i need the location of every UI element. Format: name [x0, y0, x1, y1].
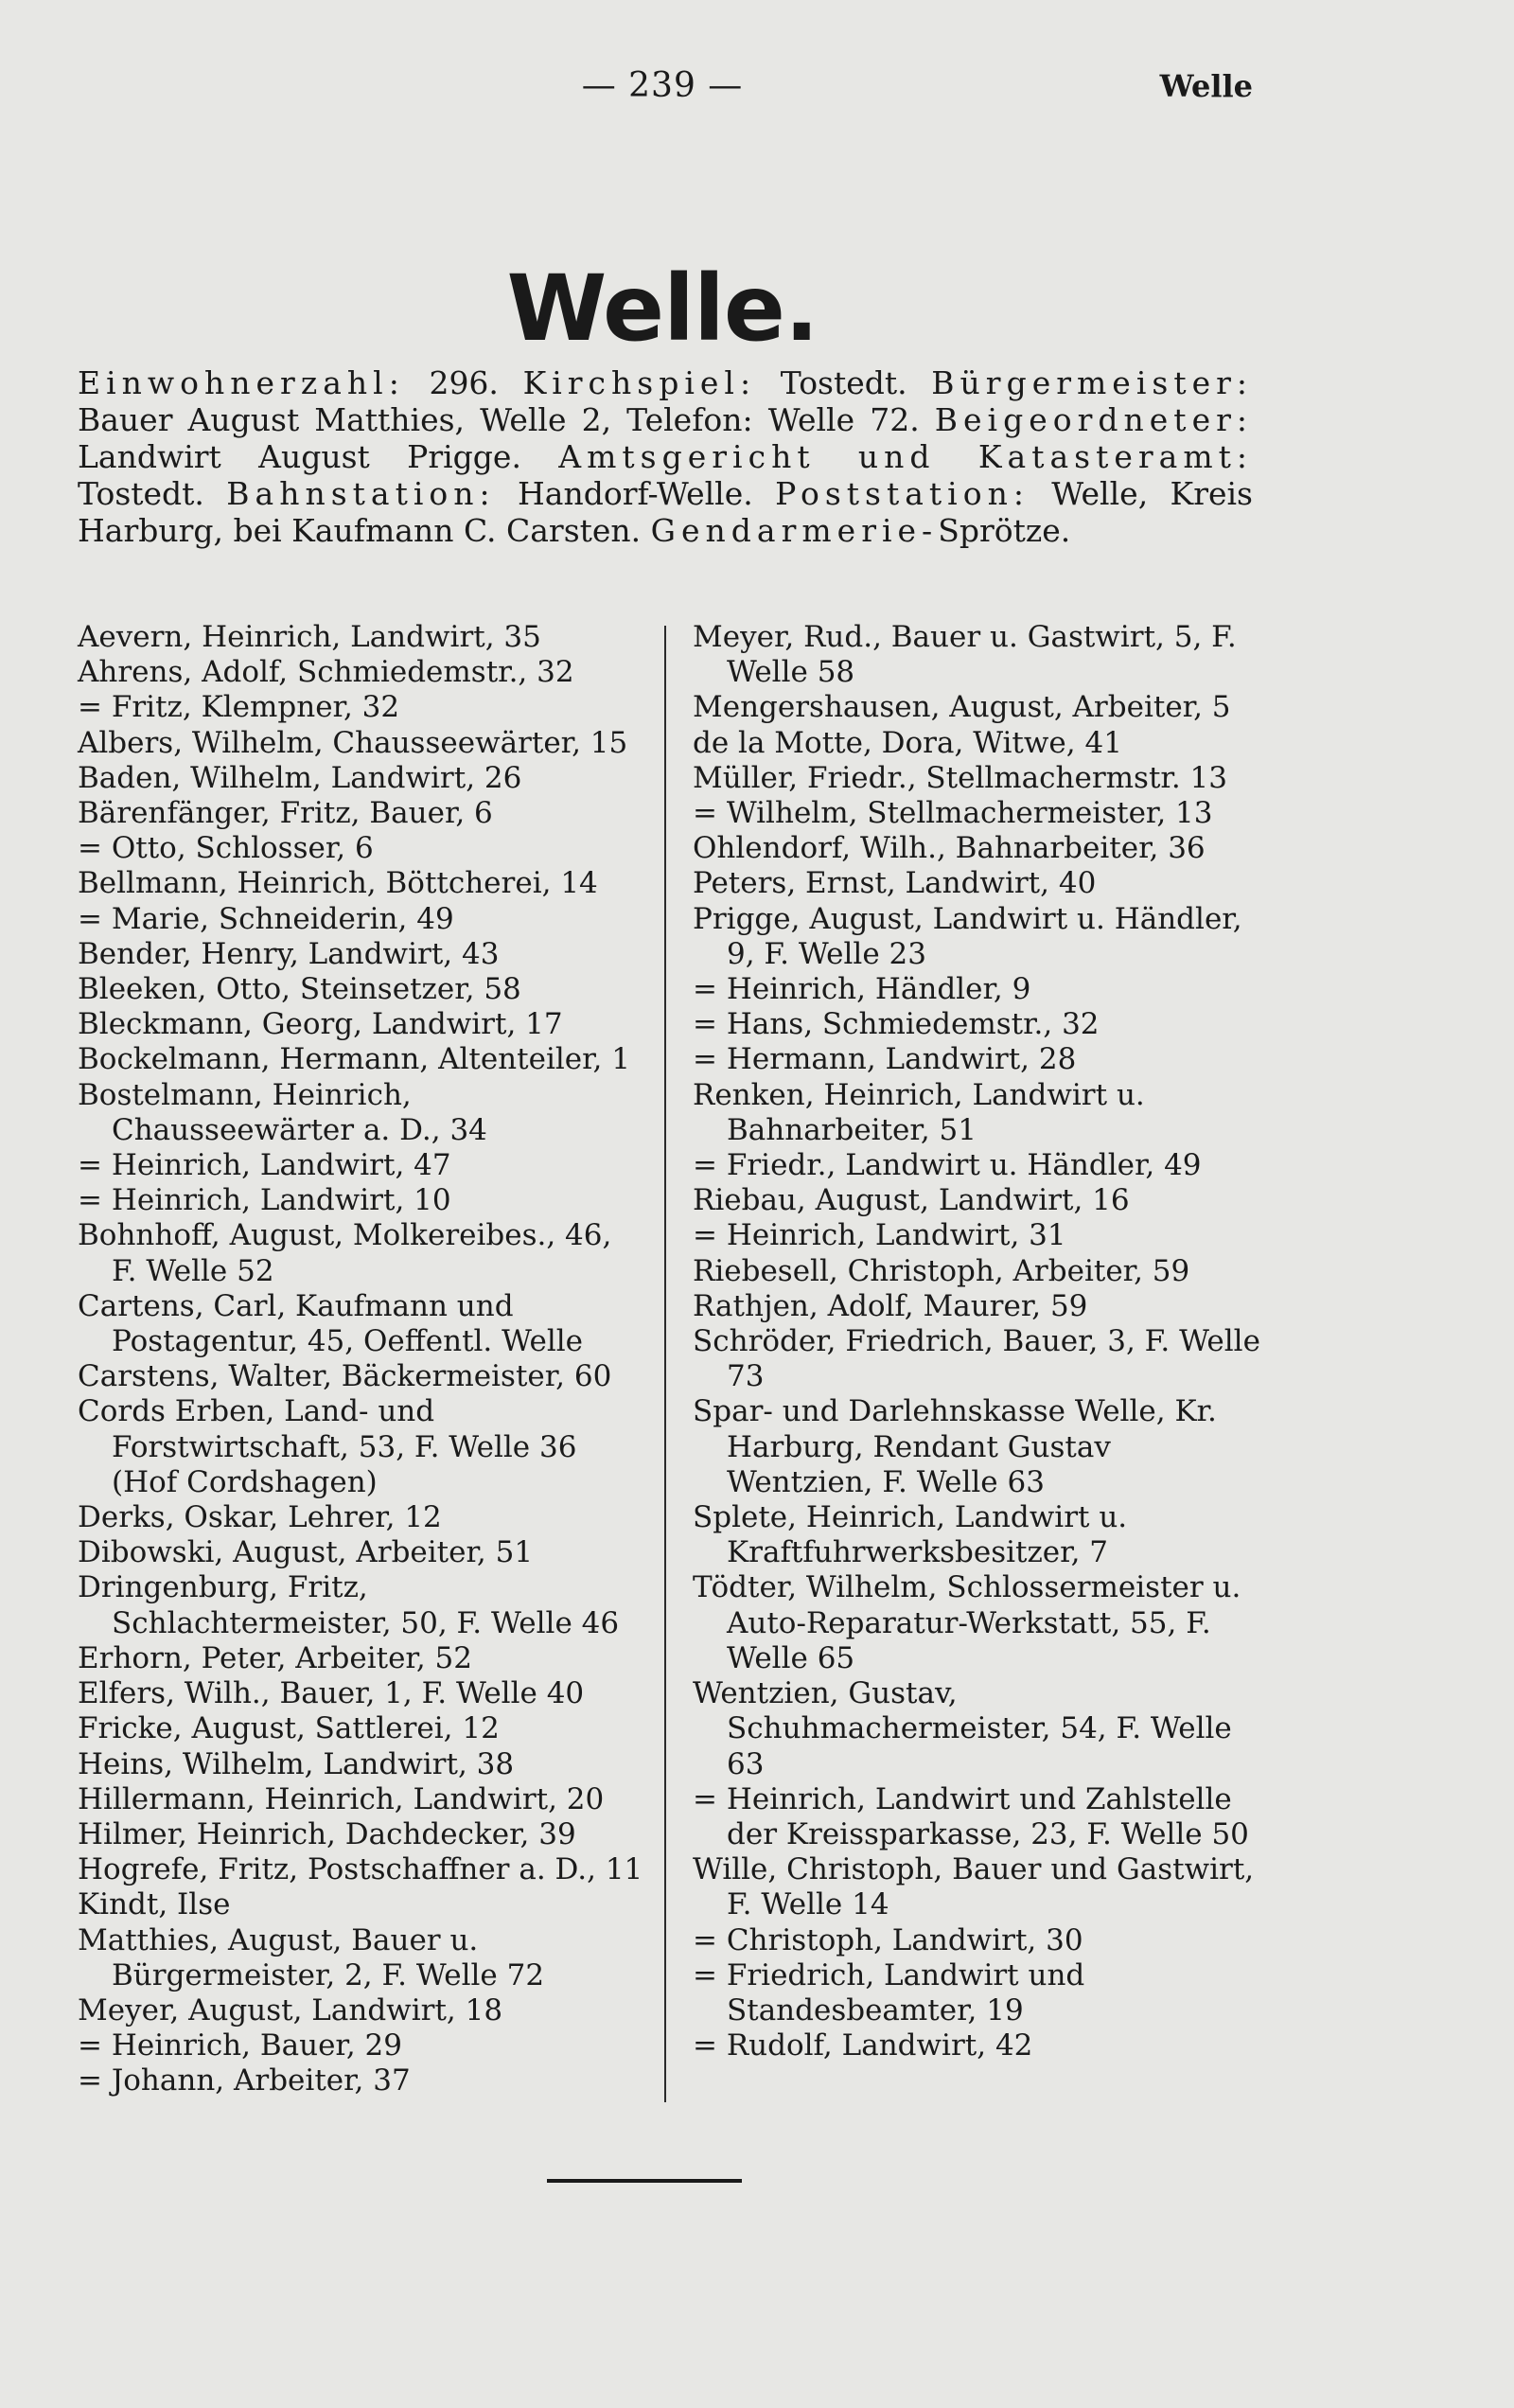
- left-column: [78, 620, 645, 2099]
- directory-entry: Aevern, Heinrich, Landwirt, 35: [78, 620, 541, 654]
- intro-value: Bauer August Matthies, Welle 2, Telefon: Welle 72.: [78, 401, 935, 438]
- intro-label: Gendarmerie-: [650, 512, 939, 549]
- intro-label: Bahnstation:: [226, 475, 496, 512]
- intro-label: Kirchspiel:: [522, 364, 757, 401]
- directory-entry: Müller, Friedr., Stellmachermstr. 13: [693, 760, 1227, 795]
- intro-paragraph: [78, 364, 1253, 549]
- directory-entry: Hilmer, Heinrich, Dachdecker, 39: [78, 1816, 576, 1851]
- directory-entry: Hogrefe, Fritz, Postschaffner a. D., 11: [78, 1852, 643, 1887]
- directory-entry: Erhorn, Peter, Arbeiter, 52: [78, 1640, 472, 1675]
- intro-label: Poststation:: [775, 475, 1030, 512]
- directory-entry: Bohnhoff, August, Molkereibes., 46, F. Welle 52: [78, 1218, 612, 1288]
- directory-entry: = Fritz, Klempner, 32: [78, 690, 400, 725]
- intro-label: Beigeordneter:: [934, 401, 1253, 438]
- directory-entry: Bellmann, Heinrich, Böttcherei, 14: [78, 866, 598, 901]
- directory-entry: Bleeken, Otto, Steinsetzer, 58: [78, 972, 521, 1007]
- directory-entry: Baden, Wilhelm, Landwirt, 26: [78, 760, 522, 795]
- directory-entry: Matthies, August, Bauer u. Bürgermeister, 2, F. Welle 72: [78, 1922, 545, 1992]
- directory-entry: Dibowski, August, Arbeiter, 51: [78, 1535, 534, 1570]
- directory-entry: Bleckmann, Georg, Landwirt, 17: [78, 1007, 563, 1042]
- directory-entry: Schröder, Friedrich, Bauer, 3, F. Welle 73: [693, 1324, 1260, 1394]
- directory-entry: de la Motte, Dora, Witwe, 41: [693, 725, 1122, 760]
- directory-entry: Derks, Oskar, Lehrer, 12: [78, 1500, 442, 1535]
- page-number: — 239 —: [581, 66, 744, 105]
- intro-value: Landwirt August Prigge.: [78, 438, 559, 475]
- intro-label: Einwohnerzahl:: [78, 364, 405, 401]
- intro-value: Sprötze.: [938, 512, 1071, 549]
- directory-entry: Rathjen, Adolf, Maurer, 59: [693, 1288, 1088, 1323]
- directory-entry: = Hermann, Landwirt, 28: [693, 1042, 1077, 1077]
- directory-entry: Bärenfänger, Fritz, Bauer, 6: [78, 796, 493, 831]
- directory-entry: Renken, Heinrich, Landwirt u. Bahnarbeiter, 51: [693, 1077, 1145, 1147]
- directory-entry: Bockelmann, Hermann, Altenteiler, 1: [78, 1042, 630, 1077]
- directory-columns: [78, 620, 1260, 2125]
- directory-entry: = Heinrich, Landwirt, 47: [78, 1148, 451, 1183]
- directory-entry: Mengershausen, August, Arbeiter, 5: [693, 690, 1231, 725]
- directory-entry: = Marie, Schneiderin, 49: [78, 901, 454, 936]
- directory-entry: = Heinrich, Landwirt, 10: [78, 1183, 451, 1218]
- directory-entry: Wille, Christoph, Bauer und Gastwirt, F. Welle 14: [693, 1852, 1255, 1922]
- directory-entry: = Wilhelm, Stellmachermeister, 13: [693, 796, 1213, 831]
- directory-entry: = Heinrich, Landwirt und Zahlstelle der Kreissparkasse, 23, F. Welle 50: [693, 1781, 1249, 1851]
- directory-entry: Dringenburg, Fritz, Schlachtermeister, 50, F. Welle 46: [78, 1570, 620, 1640]
- directory-entry: Prigge, August, Landwirt u. Händler, 9, F. Welle 23: [693, 901, 1242, 971]
- directory-entry: = Friedrich, Landwirt und Standesbeamter, 19: [693, 1957, 1085, 2027]
- directory-entry: = Christoph, Landwirt, 30: [693, 1922, 1083, 1957]
- directory-entry: = Heinrich, Landwirt, 31: [693, 1218, 1066, 1253]
- intro-value: Tostedt.: [78, 475, 227, 512]
- directory-entry: Wentzien, Gustav, Schuhmachermeister, 54, F. Welle 63: [693, 1676, 1232, 1781]
- right-column: [693, 620, 1260, 2063]
- directory-entry: Spar- und Darlehnskasse Welle, Kr. Harburg, Rendant Gustav Wentzien, F. Welle 63: [693, 1394, 1217, 1499]
- directory-entry: Cartens, Carl, Kaufmann und Postagentur, 45, Oeffentl. Welle: [78, 1288, 583, 1359]
- footer-rule: [547, 2179, 742, 2183]
- directory-entry: Heins, Wilhelm, Landwirt, 38: [78, 1746, 515, 1781]
- intro-label: Bürgermeister:: [931, 364, 1253, 401]
- intro-value: 296.: [404, 364, 523, 401]
- directory-entry: Splete, Heinrich, Landwirt u. Kraftfuhrwerksbesitzer, 7: [693, 1500, 1128, 1570]
- directory-entry: = Heinrich, Bauer, 29: [78, 2028, 402, 2063]
- directory-entry: Ahrens, Adolf, Schmiedemstr., 32: [78, 655, 574, 690]
- directory-entry: Kindt, Ilse: [78, 1887, 231, 1922]
- intro-value: Handorf-Welle.: [495, 475, 776, 512]
- directory-entry: Bender, Henry, Landwirt, 43: [78, 936, 500, 971]
- intro-label: Amtsgericht und Katasteramt:: [558, 438, 1253, 475]
- intro-value: Welle, Kreis Harburg, bei Kaufmann C. Carsten.: [78, 475, 1253, 549]
- directory-entry: Meyer, August, Landwirt, 18: [78, 1992, 503, 2027]
- page-title: Welle.: [506, 256, 819, 362]
- column-divider: [664, 626, 666, 2102]
- directory-entry: Albers, Wilhelm, Chausseewärter, 15: [78, 725, 628, 760]
- directory-entry: = Rudolf, Landwirt, 42: [693, 2028, 1033, 2063]
- directory-entry: Carstens, Walter, Bäckermeister, 60: [78, 1359, 612, 1394]
- directory-entry: Ohlendorf, Wilh., Bahnarbeiter, 36: [693, 831, 1206, 866]
- directory-entry: Riebesell, Christoph, Arbeiter, 59: [693, 1253, 1190, 1288]
- directory-entry: = Johann, Arbeiter, 37: [78, 2063, 411, 2098]
- running-head: Welle: [1159, 68, 1253, 104]
- directory-entry: Fricke, August, Sattlerei, 12: [78, 1711, 500, 1746]
- directory-entry: Elfers, Wilh., Bauer, 1, F. Welle 40: [78, 1676, 585, 1711]
- intro-value: Tostedt.: [756, 364, 932, 401]
- directory-entry: = Friedr., Landwirt u. Händler, 49: [693, 1148, 1202, 1183]
- directory-entry: Hillermann, Heinrich, Landwirt, 20: [78, 1781, 605, 1816]
- directory-entry: Tödter, Wilhelm, Schlossermeister u. Auto-Reparatur-Werkstatt, 55, F. Welle 65: [693, 1570, 1241, 1675]
- directory-entry: Peters, Ernst, Landwirt, 40: [693, 866, 1097, 901]
- directory-entry: Riebau, August, Landwirt, 16: [693, 1183, 1130, 1218]
- directory-entry: = Heinrich, Händler, 9: [693, 972, 1031, 1007]
- directory-entry: = Hans, Schmiedemstr., 32: [693, 1007, 1100, 1042]
- directory-entry: Meyer, Rud., Bauer u. Gastwirt, 5, F. Welle 58: [693, 620, 1237, 690]
- directory-entry: Cords Erben, Land- und Forstwirtschaft, 53, F. Welle 36 (Hof Cordshagen): [78, 1394, 577, 1499]
- directory-entry: = Otto, Schlosser, 6: [78, 831, 374, 866]
- directory-entry: Bostelmann, Heinrich, Chausseewärter a. D., 34: [78, 1077, 487, 1147]
